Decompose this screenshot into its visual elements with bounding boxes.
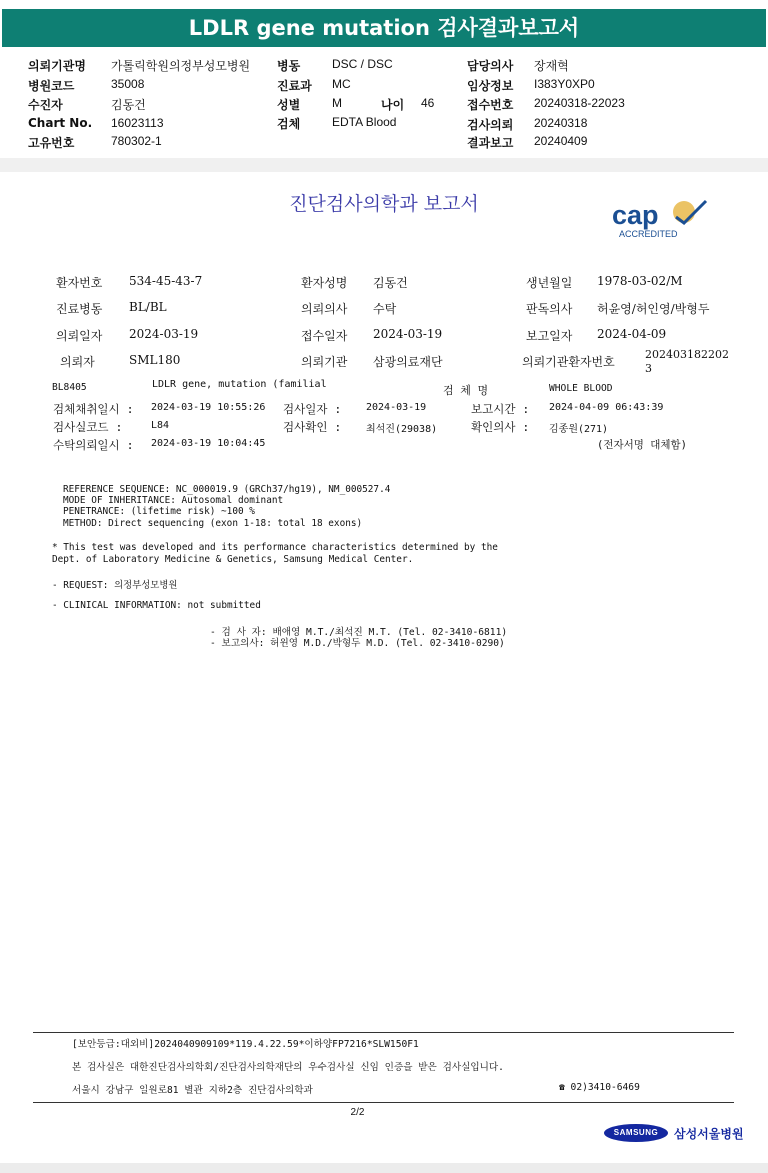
header-value: 780302-1 [111,134,162,148]
test-value: 2024-04-09 06:43:39 [549,402,664,413]
header-label: 고유번호 [28,136,75,150]
header-label: 담당의사 [467,59,514,73]
signer-line: - 검 사 자: 배애영 M.T./최석진 M.T. (Tel. 02-3410-6811) [210,627,508,638]
patient-value: 김동건 [373,276,408,290]
header-value: 가톨릭학원의정부성모병원 [111,59,251,73]
body-line: REFERENCE SEQUENCE: NC_000019.9 (GRCh37/hg19), NM_000527.4 [63,484,391,495]
address-line: 서울시 강남구 일원로81 별관 지하2층 진단검사의학과 [72,1085,313,1096]
patient-label: 환자번호 [56,276,103,290]
header-value: 20240409 [534,134,588,148]
patient-value: SML180 [129,353,181,367]
note-line: * This test was developed and its performance characteristics determined by the [52,542,498,553]
patient-value: 2024-03-19 [373,327,443,341]
header-label: 진료과 [277,79,312,93]
patient-label: 의뢰일자 [56,329,103,343]
specimen-value: WHOLE BLOOD [549,383,613,394]
request-line: - REQUEST: 의정부성모병원 [52,580,178,591]
patient-value: 허윤영/허인영/박형두 [597,302,710,316]
body-line: PENETRANCE: (lifetime risk) ~100 % [63,506,255,517]
patient-label: 판독의사 [526,302,573,316]
header-value: 장재혁 [534,59,569,73]
test-label: 확인의사 : [471,420,530,434]
test-label: 보고시간 : [471,402,530,416]
patient-label: 접수일자 [301,329,348,343]
esign-note: (전자서명 대체함) [597,439,687,451]
test-value: 김종원(271) [549,424,609,435]
patient-label: 환자성명 [301,276,348,290]
patient-label: 의뢰기관환자번호 [522,355,615,369]
test-name: LDLR gene, mutation (familial [152,379,327,390]
patient-label: 생년월일 [526,276,573,290]
patient-label: 진료병동 [56,302,103,316]
test-label: 검사일자 : [283,402,342,416]
patient-value-wrap: 3 [645,362,652,375]
header-value: 20240318-22023 [534,96,625,110]
cap-logo-subtext: ACCREDITED [619,229,678,239]
header-value: DSC / DSC [332,57,393,71]
test-label: 검체채취일시 : [53,402,134,416]
footer-divider [33,1102,734,1103]
patient-value: 수탁 [373,302,397,316]
patient-value: 1978-03-02/M [597,274,683,288]
phone-line: ☎ 02)3410-6469 [559,1082,640,1093]
test-value: 2024-03-19 [366,402,427,413]
header-value: 20240318 [534,116,588,130]
header-label: 병원코드 [28,79,75,93]
header-label: 수진자 [28,98,63,112]
header-label: 성별 [277,98,301,112]
patient-label: 의뢰의사 [301,302,348,316]
clinical-info-line: - CLINICAL INFORMATION: not submitted [52,600,261,611]
body-line: MODE OF INHERITANCE: Autosomal dominant [63,495,284,506]
patient-label: 의뢰기관 [301,355,348,369]
header-label: 결과보고 [467,136,514,150]
header-label: 의뢰기관명 [28,59,86,73]
test-label: 수탁의뢰일시 : [53,438,134,452]
test-value: 최석진(29038) [366,424,438,435]
test-value: 2024-03-19 10:55:26 [151,402,266,413]
cap-accredited-logo [610,195,710,243]
hospital-name: 삼성서울병원 [674,1127,744,1141]
patient-value: 534-45-43-7 [129,274,203,288]
body-line: METHOD: Direct sequencing (exon 1-18: total 18 exons) [63,518,363,529]
test-value: 2024-03-19 10:04:45 [151,438,266,449]
test-label: 검사실코드 : [53,420,123,434]
header-label: 검체 [277,117,301,131]
note-line: Dept. of Laboratory Medicine & Genetics, Samsung Medical Center. [52,554,414,565]
header-value: I383Y0XP0 [534,77,595,91]
certification-line: 본 검사실은 대한진단검사의학회/진단검사의학재단의 우수검사실 신임 인증을 받은 검사실입니다. [72,1062,504,1073]
patient-value: 202403182202 [645,348,729,361]
header-value: MC [332,77,351,91]
report-header-title: LDLR gene mutation 검사결과보고서 [2,9,766,47]
patient-value: 2024-04-09 [597,327,667,341]
patient-label: 보고일자 [526,329,573,343]
test-label: 검사확인 : [283,420,342,434]
header-value: M [332,96,342,110]
patient-value: BL/BL [129,300,167,314]
header-label: 접수번호 [467,98,514,112]
header-value: EDTA Blood [332,115,397,129]
header-label: 임상정보 [467,79,514,93]
test-value: L84 [151,420,170,431]
header-value: 35008 [111,77,145,91]
patient-value: 삼광의료재단 [373,355,443,369]
page-number: 2/2 [350,1107,365,1118]
age-value: 46 [421,96,435,110]
specimen-label: 검 체 명 [443,384,489,397]
header-label: Chart No. [28,116,93,130]
test-code: BL8405 [52,382,87,393]
header-label: 검사의뢰 [467,118,514,132]
cap-logo-text: cap [612,200,659,230]
patient-value: 2024-03-19 [129,327,199,341]
patient-label: 의뢰자 [60,355,95,369]
header-label: 병동 [277,59,301,73]
footer-divider [33,1032,734,1033]
security-line: [보안등급:대외비]2024040909109*119.4.22.59*이하양FP7216*SLW150F1 [72,1039,419,1050]
report-title: 진단검사의학과 보고서 [289,193,479,215]
section-divider [0,158,768,172]
age-label: 나이 [381,98,405,112]
signer-line: - 보고의사: 허윈영 M.D./박형두 M.D. (Tel. 02-3410-0290) [210,638,505,649]
header-value: 16023113 [111,116,164,130]
samsung-logo: SAMSUNG [604,1124,668,1142]
header-value: 김동건 [111,98,146,112]
